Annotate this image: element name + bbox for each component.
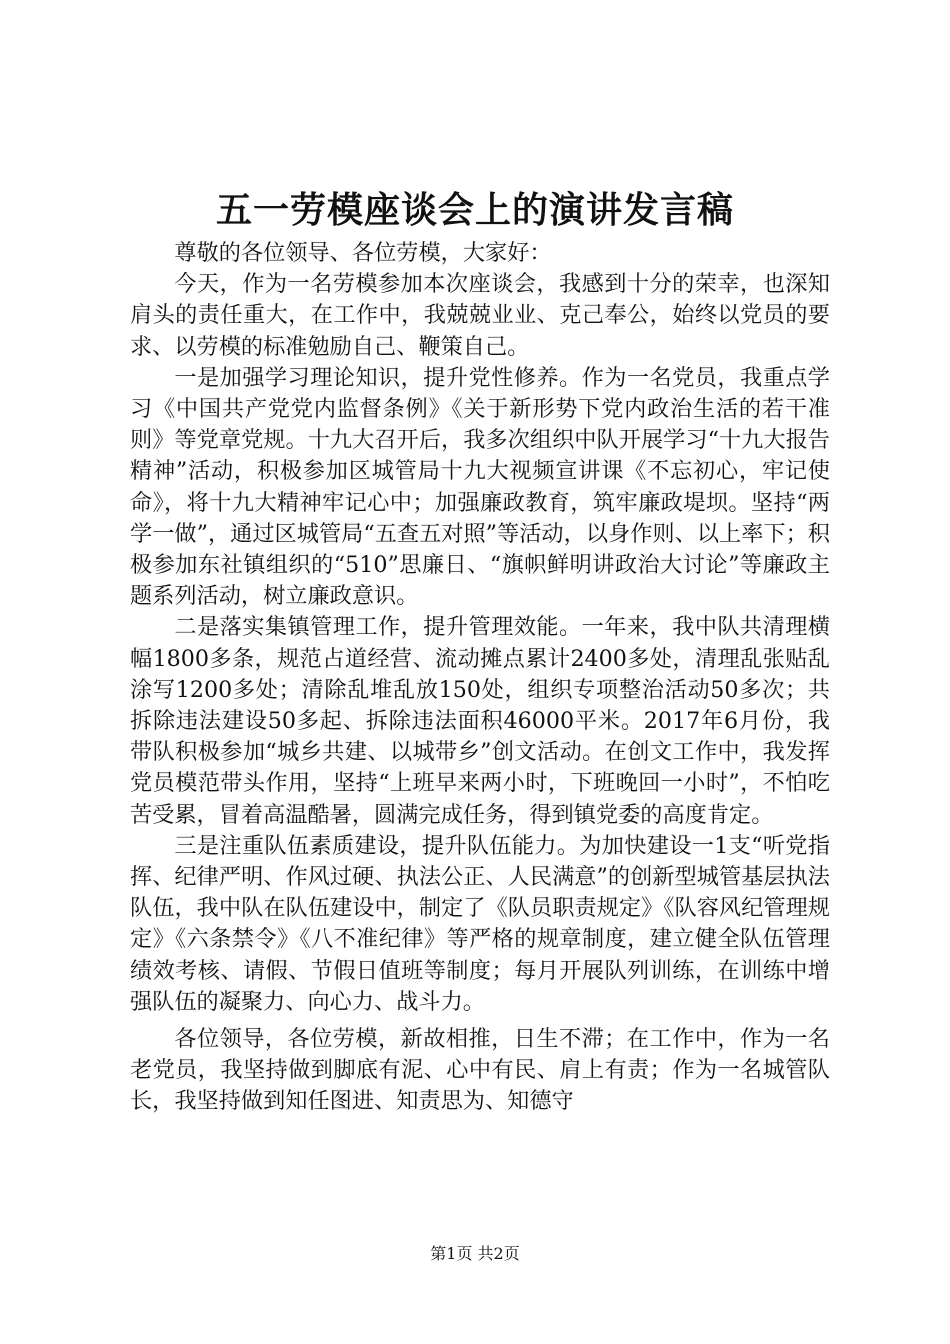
document-title: 五一劳模座谈会上的演讲发言稿 [215, 189, 734, 231]
page-number-footer: 第1页 共2页 [430, 1244, 520, 1263]
paragraph-point-two: 二是落实集镇管理工作，提升管理效能。一年来，我中队共清理横幅1800多条，规范占道经营、流动摊点累计2400多处，清理乱张贴乱涂写1200多处；清除乱堆乱放150处，组织专项整治活动50多次；共拆除违法建设50多起、拆除违法面积46000平米。2017年6月份，我带队积极参加“城乡共建、以城带乡”创文活动。在创文工作中，我发挥党员模范带头作用，坚持“上班早来两小时，下班晚回一小时”，不怕吃苦受累，冒着高温酷暑，圆满完成任务，得到镇党委的高度肯定。 [130, 614, 830, 828]
paragraph-intro: 今天，作为一名劳模参加本次座谈会，我感到十分的荣幸，也深知肩头的责任重大，在工作中，我兢兢业业、克己奉公，始终以党员的要求、以劳模的标准勉励自己、鞭策自己。 [130, 271, 830, 360]
paragraph-greeting: 尊敬的各位领导、各位劳模，大家好： [174, 240, 552, 266]
paragraph-point-one: 一是加强学习理论知识，提升党性修养。作为一名党员，我重点学习《中国共产党党内监督条例》《关于新形势下党内政治生活的若干准则》等党章党规。十九大召开后，我多次组织中队开展学习“十九大报告精神”活动，积极参加区城管局十九大视频宣讲课《不忘初心，牢记使命》，将十九大精神牢记心中；加强廉政教育，筑牢廉政堤坝。坚持“两学一做”，通过区城管局“五查五对照”等活动，以身作则、以上率下；积极参加东社镇组织的“510”思廉日、“旗帜鲜明讲政治大讨论”等廉政主题系列活动，树立廉政意识。 [130, 364, 830, 610]
paragraph-closing: 各位领导，各位劳模，新故相推，日生不滞；在工作中，作为一名老党员，我坚持做到脚底有泥、心中有民、肩上有责；作为一名城管队长，我坚持做到知任图进、知责思为、知德守 [130, 1026, 830, 1115]
document-body [130, 238, 830, 1118]
paragraph-point-three: 三是注重队伍素质建设，提升队伍能力。为加快建设一1支“听党指挥、纪律严明、作风过硬、执法公正、人民满意”的创新型城管基层执法队伍，我中队在队伍建设中，制定了《队员职责规定》《队容风纪管理规定》《六条禁令》《八不准纪律》等严格的规章制度，建立健全队伍管理绩效考核、请假、节假日值班等制度；每月开展队列训练，在训练中增强队伍的凝聚力、向心力、战斗力。 [130, 832, 830, 1015]
